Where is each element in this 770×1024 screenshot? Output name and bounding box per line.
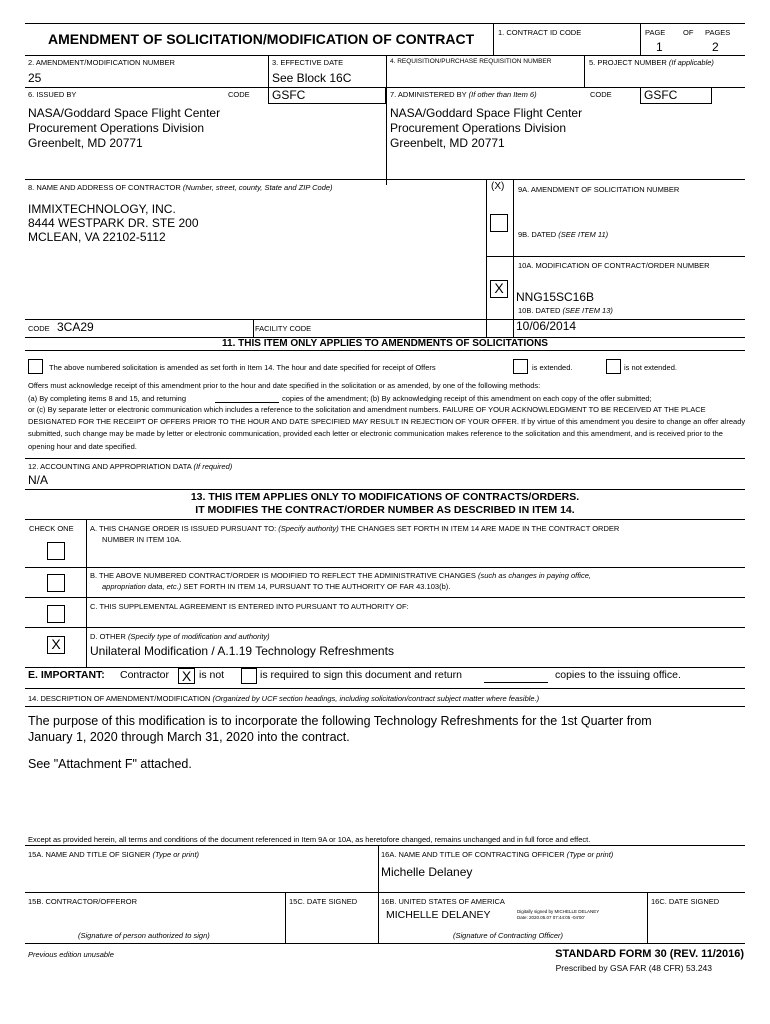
amendment-number-label: 2. AMENDMENT/MODIFICATION NUMBER xyxy=(28,58,175,67)
admin-address-line-1: NASA/Goddard Space Flight Center xyxy=(390,106,583,120)
checkbox-9a[interactable] xyxy=(490,214,508,232)
effective-date-label: 3. EFFECTIVE DATE xyxy=(272,58,344,67)
x-column-header: (X) xyxy=(491,181,505,192)
section-13-heading-2: IT MODIFIES THE CONTRACT/ORDER NUMBER AS DESCRIBED IN ITEM 14. xyxy=(195,504,575,516)
option-b-line-2-hint: appropriation data, etc.) xyxy=(102,582,182,591)
label-10a: 10A. MODIFICATION OF CONTRACT/ORDER NUMBER xyxy=(518,261,710,270)
issued-code: GSFC xyxy=(272,88,306,102)
pages-total: 2 xyxy=(712,40,719,54)
label-10b-hint: (SEE ITEM 13) xyxy=(562,306,613,315)
description-line-1: The purpose of this modification is to incorporate the following Technology Refreshments for the 1st Quarter from xyxy=(28,714,652,728)
contracting-officer-name: Michelle Delaney xyxy=(381,865,473,879)
important-rest: is required to sign this document and return xyxy=(260,669,462,681)
project-number-label xyxy=(589,58,714,67)
checkbox-is-not-checked[interactable]: X xyxy=(178,668,195,684)
label-15a-hint: (Type or print) xyxy=(152,850,200,859)
check-one-label: CHECK ONE xyxy=(29,524,74,533)
section-11-para-a2: copies of the amendment; (b) By acknowledging receipt of this amendment on each copy of the offer submitted; xyxy=(282,394,652,403)
issued-address-line-3: Greenbelt, MD 20771 xyxy=(28,136,143,150)
option-a-rest: THE CHANGES SET FORTH IN ITEM 14 ARE MADE IN THE CONTRACT ORDER xyxy=(340,524,620,533)
label-10b xyxy=(518,306,613,315)
checkbox-is[interactable] xyxy=(241,668,257,684)
option-a-hint: (Specify authority) xyxy=(278,524,339,533)
administered-by-hint: (If other than Item 6) xyxy=(468,90,537,99)
option-d-value: Unilateral Modification / A.1.19 Technology Refreshments xyxy=(90,644,394,658)
label-16b: 16B. UNITED STATES OF AMERICA xyxy=(381,897,505,906)
administered-by-label xyxy=(390,90,537,99)
section-11-para: Offers must acknowledge receipt of this amendment prior to the hour and date specified in the solicitation or as amended, by one of the following methods: xyxy=(28,381,541,390)
admin-address-line-3: Greenbelt, MD 20771 xyxy=(390,136,505,150)
page-number: 1 xyxy=(656,40,663,54)
contractor-line-1: IMMIXTECHNOLOGY, INC. xyxy=(28,202,176,216)
section-13-heading-1: 13. THIS ITEM APPLIES ONLY TO MODIFICATIONS OF CONTRACTS/ORDERS. xyxy=(190,491,580,503)
option-b-text xyxy=(90,571,591,580)
important-contractor: Contractor xyxy=(120,669,170,681)
of-label: OF xyxy=(683,28,694,37)
contractor-label xyxy=(28,183,333,192)
facility-code-label: FACILITY CODE xyxy=(255,324,312,333)
digital-signature-line-2: Date: 2020.05.07 07:44:05 -04'00' xyxy=(517,915,585,920)
contract-id-label: 1. CONTRACT ID CODE xyxy=(498,28,582,37)
description-label xyxy=(28,694,539,703)
option-d-label: D. OTHER xyxy=(90,632,126,641)
contract-number-10a: NNG15SC16B xyxy=(516,290,595,304)
label-15b: 15B. CONTRACTOR/OFFEROR xyxy=(28,897,138,906)
copies-returned-blank[interactable] xyxy=(215,402,279,403)
description-label-text: 14. DESCRIPTION OF AMENDMENT/MODIFICATION xyxy=(28,694,211,703)
label-9b xyxy=(518,230,608,239)
label-15a-text: 15A. NAME AND TITLE OF SIGNER xyxy=(28,850,151,859)
copies-count-blank[interactable] xyxy=(484,682,548,683)
option-a-label: A. THIS CHANGE ORDER IS ISSUED PURSUANT TO: xyxy=(90,524,277,533)
accounting-hint: (If required) xyxy=(193,462,233,471)
option-b-line-2 xyxy=(102,582,450,591)
checkbox-option-d-checked[interactable]: X xyxy=(47,636,65,654)
contractor-line-3: MCLEAN, VA 22102-5112 xyxy=(28,230,166,244)
important-label: E. IMPORTANT: xyxy=(28,669,105,681)
requisition-number-label: 4. REQUISITION/PURCHASE REQUISITION NUMBER xyxy=(390,58,552,65)
project-number-label-text: 5. PROJECT NUMBER xyxy=(589,58,667,67)
issued-by-label: 6. ISSUED BY xyxy=(28,90,77,99)
label-9a: 9A. AMENDMENT OF SOLICITATION NUMBER xyxy=(518,185,680,194)
contractor-code-label: CODE xyxy=(28,324,50,333)
effective-date: See Block 16C xyxy=(272,71,352,85)
checkbox-10a-checked[interactable]: X xyxy=(490,280,508,298)
option-a-line-2: NUMBER IN ITEM 10A. xyxy=(102,535,182,544)
admin-code-label: CODE xyxy=(590,90,612,99)
label-9b-hint: (SEE ITEM 11) xyxy=(558,230,609,239)
label-10b-text: 10B. DATED xyxy=(518,306,561,315)
admin-address-line-2: Procurement Operations Division xyxy=(390,121,567,135)
issued-address-line-2: Procurement Operations Division xyxy=(28,121,205,135)
is-not-extended-label: is not extended. xyxy=(624,363,677,372)
signature-officer-caption: (Signature of Contracting Officer) xyxy=(453,931,564,940)
section-11-heading: 11. THIS ITEM ONLY APPLIES TO AMENDMENTS OF SOLICITATIONS xyxy=(222,338,548,349)
amendment-number: 25 xyxy=(28,71,42,85)
section-11-para-a: (a) By completing items 8 and 15, and returning xyxy=(28,394,187,403)
is-extended-label: is extended. xyxy=(532,363,573,372)
option-c-text: C. THIS SUPPLEMENTAL AGREEMENT IS ENTERED INTO PURSUANT TO AUTHORITY OF: xyxy=(90,602,409,611)
accounting-value: N/A xyxy=(28,473,49,487)
label-16c: 16C. DATE SIGNED xyxy=(651,897,720,906)
administered-by-label-text: 7. ADMINISTERED BY xyxy=(390,90,467,99)
form-name: STANDARD FORM 30 (REV. 11/2016) xyxy=(555,948,744,960)
label-16a-hint: (Type or print) xyxy=(566,850,614,859)
label-16a-text: 16A. NAME AND TITLE OF CONTRACTING OFFICER xyxy=(381,850,565,859)
important-copies: copies to the issuing office. xyxy=(555,669,681,681)
issued-code-label: CODE xyxy=(228,90,250,99)
accounting-label xyxy=(28,462,232,471)
description-line-3: See "Attachment F" attached. xyxy=(28,757,192,771)
accounting-label-text: 12. ACCOUNTING AND APPROPRIATION DATA xyxy=(28,462,192,471)
section-11-line-1: The above numbered solicitation is amended as set forth in Item 14. The hour and date specified for receipt of Offers xyxy=(49,363,436,372)
option-b-rest: SET FORTH IN ITEM 14, PURSUANT TO THE AUTHORITY OF FAR 43.103(b). xyxy=(183,582,451,591)
option-b-hint: (such as changes in paying office, xyxy=(478,571,591,580)
admin-code: GSFC xyxy=(644,88,678,102)
except-clause: Except as provided herein, all terms and conditions of the document referenced in Item 9A or 10A, as heretofore changed, remains unchanged and in full force and effect. xyxy=(28,835,591,844)
option-a-text xyxy=(90,524,619,533)
digital-signature-line-1: Digitally signed by MICHELLE DELANEY xyxy=(517,909,600,914)
description-line-2: January 1, 2020 through March 31, 2020 into the contract. xyxy=(28,730,350,744)
label-16a xyxy=(381,850,613,859)
option-b-label: B. THE ABOVE NUMBERED CONTRACT/ORDER IS MODIFIED TO REFLECT THE ADMINISTRATIVE CHANGES xyxy=(90,571,476,580)
label-9b-text: 9B. DATED xyxy=(518,230,557,239)
signer-name: MICHELLE DELANEY xyxy=(386,909,491,921)
section-11-para-rest: or (c) By separate letter or electronic communication which includes a reference to the solicitation and amendment numbers. FAILURE OF YOUR ACKNOWLEDGMENT TO BE RECEIVED AT THE PLACE DESIGNATED FOR THE RECEIPT OF OFFERS PRIOR TO THE HOUR AND DATE SPECIFIED MAY RESULT IN REJECTION OF YOUR OFFER. If by virtue of this amendment you desire to change an offer already submitted, such change may be made by letter or electronic communication, provided each letter or electronic communication makes reference to the solicitation and this amendment, and is received prior to the opening hour and date specified. xyxy=(28,405,746,451)
signature-contractor-caption: (Signature of person authorized to sign) xyxy=(78,931,210,940)
description-hint: (Organized by UCF section headings, including solicitation/contract subject matter where feasible.) xyxy=(212,694,540,703)
date-10b: 10/06/2014 xyxy=(516,319,577,333)
option-d-text xyxy=(90,632,270,641)
contractor-code: 3CA29 xyxy=(57,320,94,334)
important-is-not: is not xyxy=(199,669,225,681)
page-label: PAGE xyxy=(645,28,666,37)
form-title: AMENDMENT OF SOLICITATION/MODIFICATION OF CONTRACT xyxy=(48,31,475,47)
project-number-hint: (If applicable) xyxy=(668,58,714,67)
previous-edition-note: Previous edition unusable xyxy=(28,950,114,959)
contractor-label-text: 8. NAME AND ADDRESS OF CONTRACTOR xyxy=(28,183,181,192)
issued-address-line-1: NASA/Goddard Space Flight Center xyxy=(28,106,221,120)
option-d-hint: (Specify type of modification and authority) xyxy=(127,632,270,641)
label-15c: 15C. DATE SIGNED xyxy=(289,897,358,906)
pages-label: PAGES xyxy=(705,28,731,37)
label-15a xyxy=(28,850,199,859)
contractor-hint: (Number, street, county, State and ZIP Code) xyxy=(182,183,333,192)
contractor-line-2: 8444 WESTPARK DR. STE 200 xyxy=(28,216,199,230)
prescribed-note: Prescribed by GSA FAR (48 CFR) 53.243 xyxy=(555,963,712,973)
